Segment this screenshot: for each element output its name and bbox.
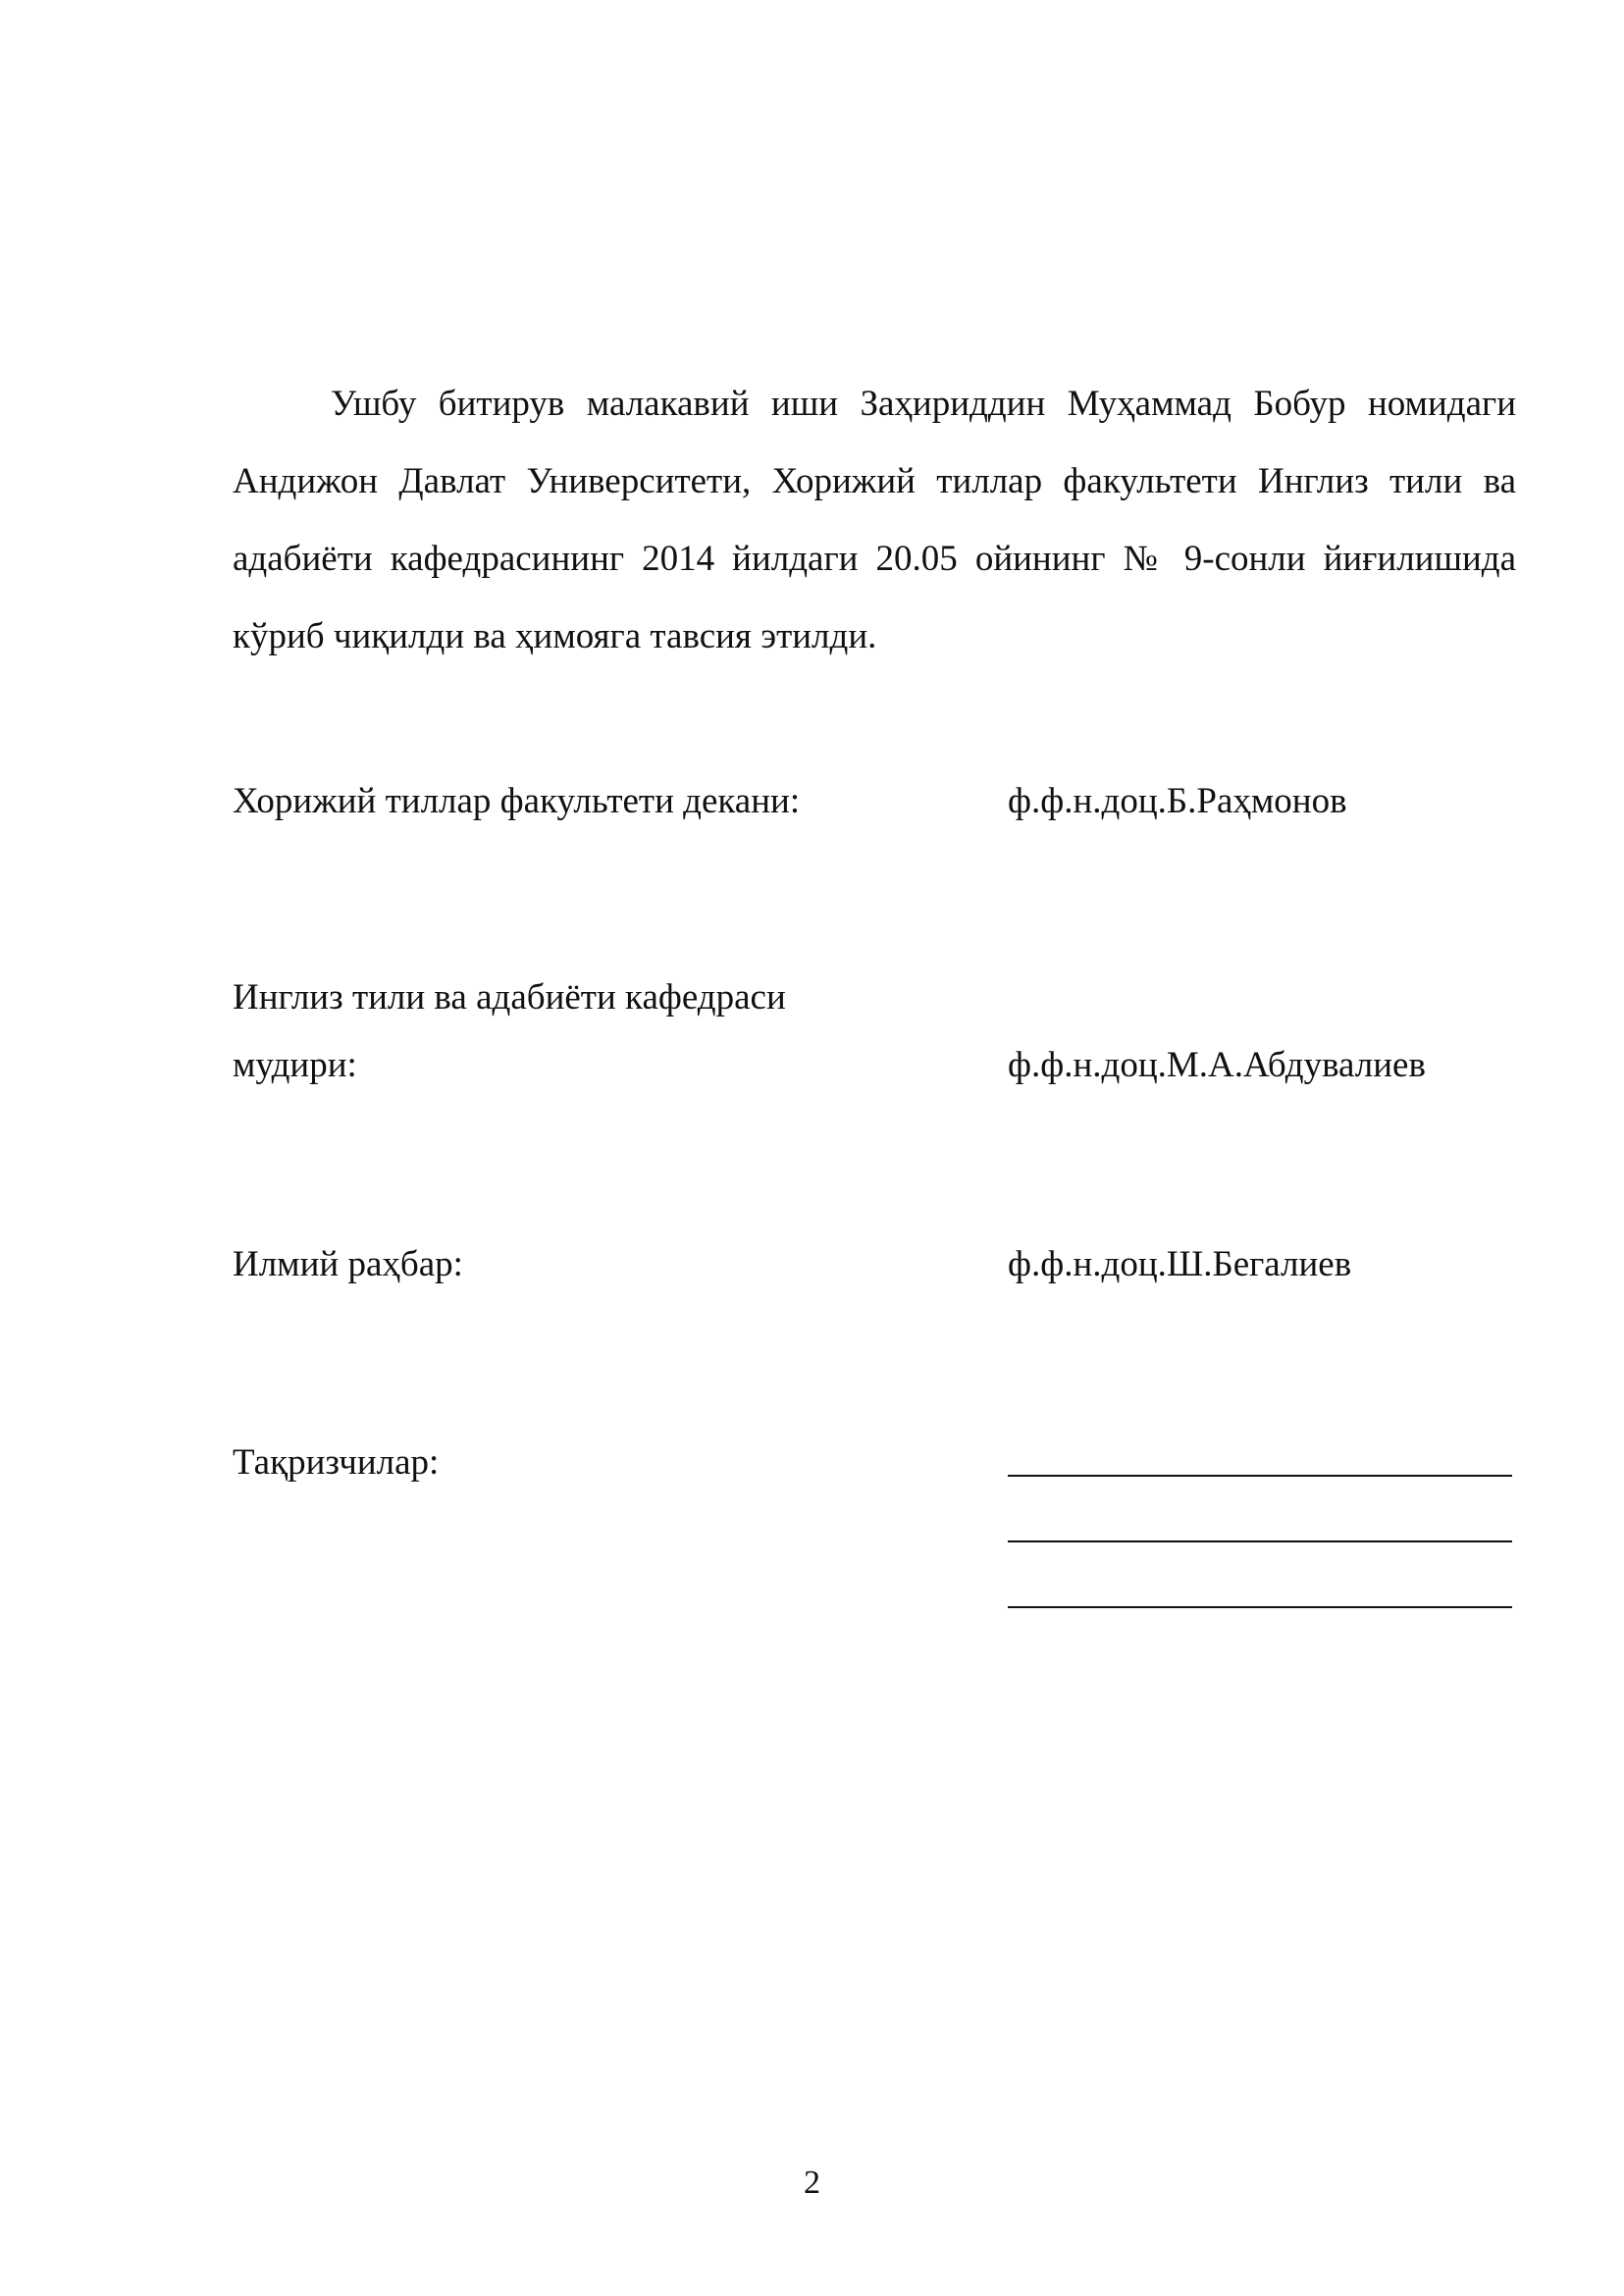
head-label-line2: мудири: bbox=[233, 1045, 357, 1085]
dean-name: ф.ф.н.доц.Б.Раҳмонов bbox=[1008, 781, 1347, 821]
page-number: 2 bbox=[804, 2165, 820, 2201]
supervisor-name: ф.ф.н.доц.Ш.Бегалиев bbox=[1008, 1244, 1352, 1284]
dean-label: Хорижий тиллар факультети декани: bbox=[233, 781, 801, 821]
reviewer-blank-line bbox=[1008, 1540, 1512, 1542]
head-name: ф.ф.н.доц.М.А.Абдувалиев bbox=[1008, 1045, 1426, 1085]
reviewer-blank-line bbox=[1008, 1606, 1512, 1608]
intro-paragraph: Ушбу битирув малакавий иши Заҳириддин Муҳаммад Бобур номидаги Андижон Давлат Университети, Хорижий тиллар факультети Инглиз тили ва адабиёти кафедрасининг 2014 йилдаги 20.05 ойининг № 9-сонли йиғилишида кўриб чиқилди ва ҳимояга тавсия этилди. bbox=[233, 384, 1516, 656]
head-label-line1: Инглиз тили ва адабиёти кафедраси bbox=[233, 977, 786, 1018]
reviewers-label: Тақризчилар: bbox=[233, 1442, 440, 1483]
reviewer-blank-line bbox=[1008, 1475, 1512, 1477]
supervisor-label: Илмий раҳбар: bbox=[233, 1244, 463, 1284]
